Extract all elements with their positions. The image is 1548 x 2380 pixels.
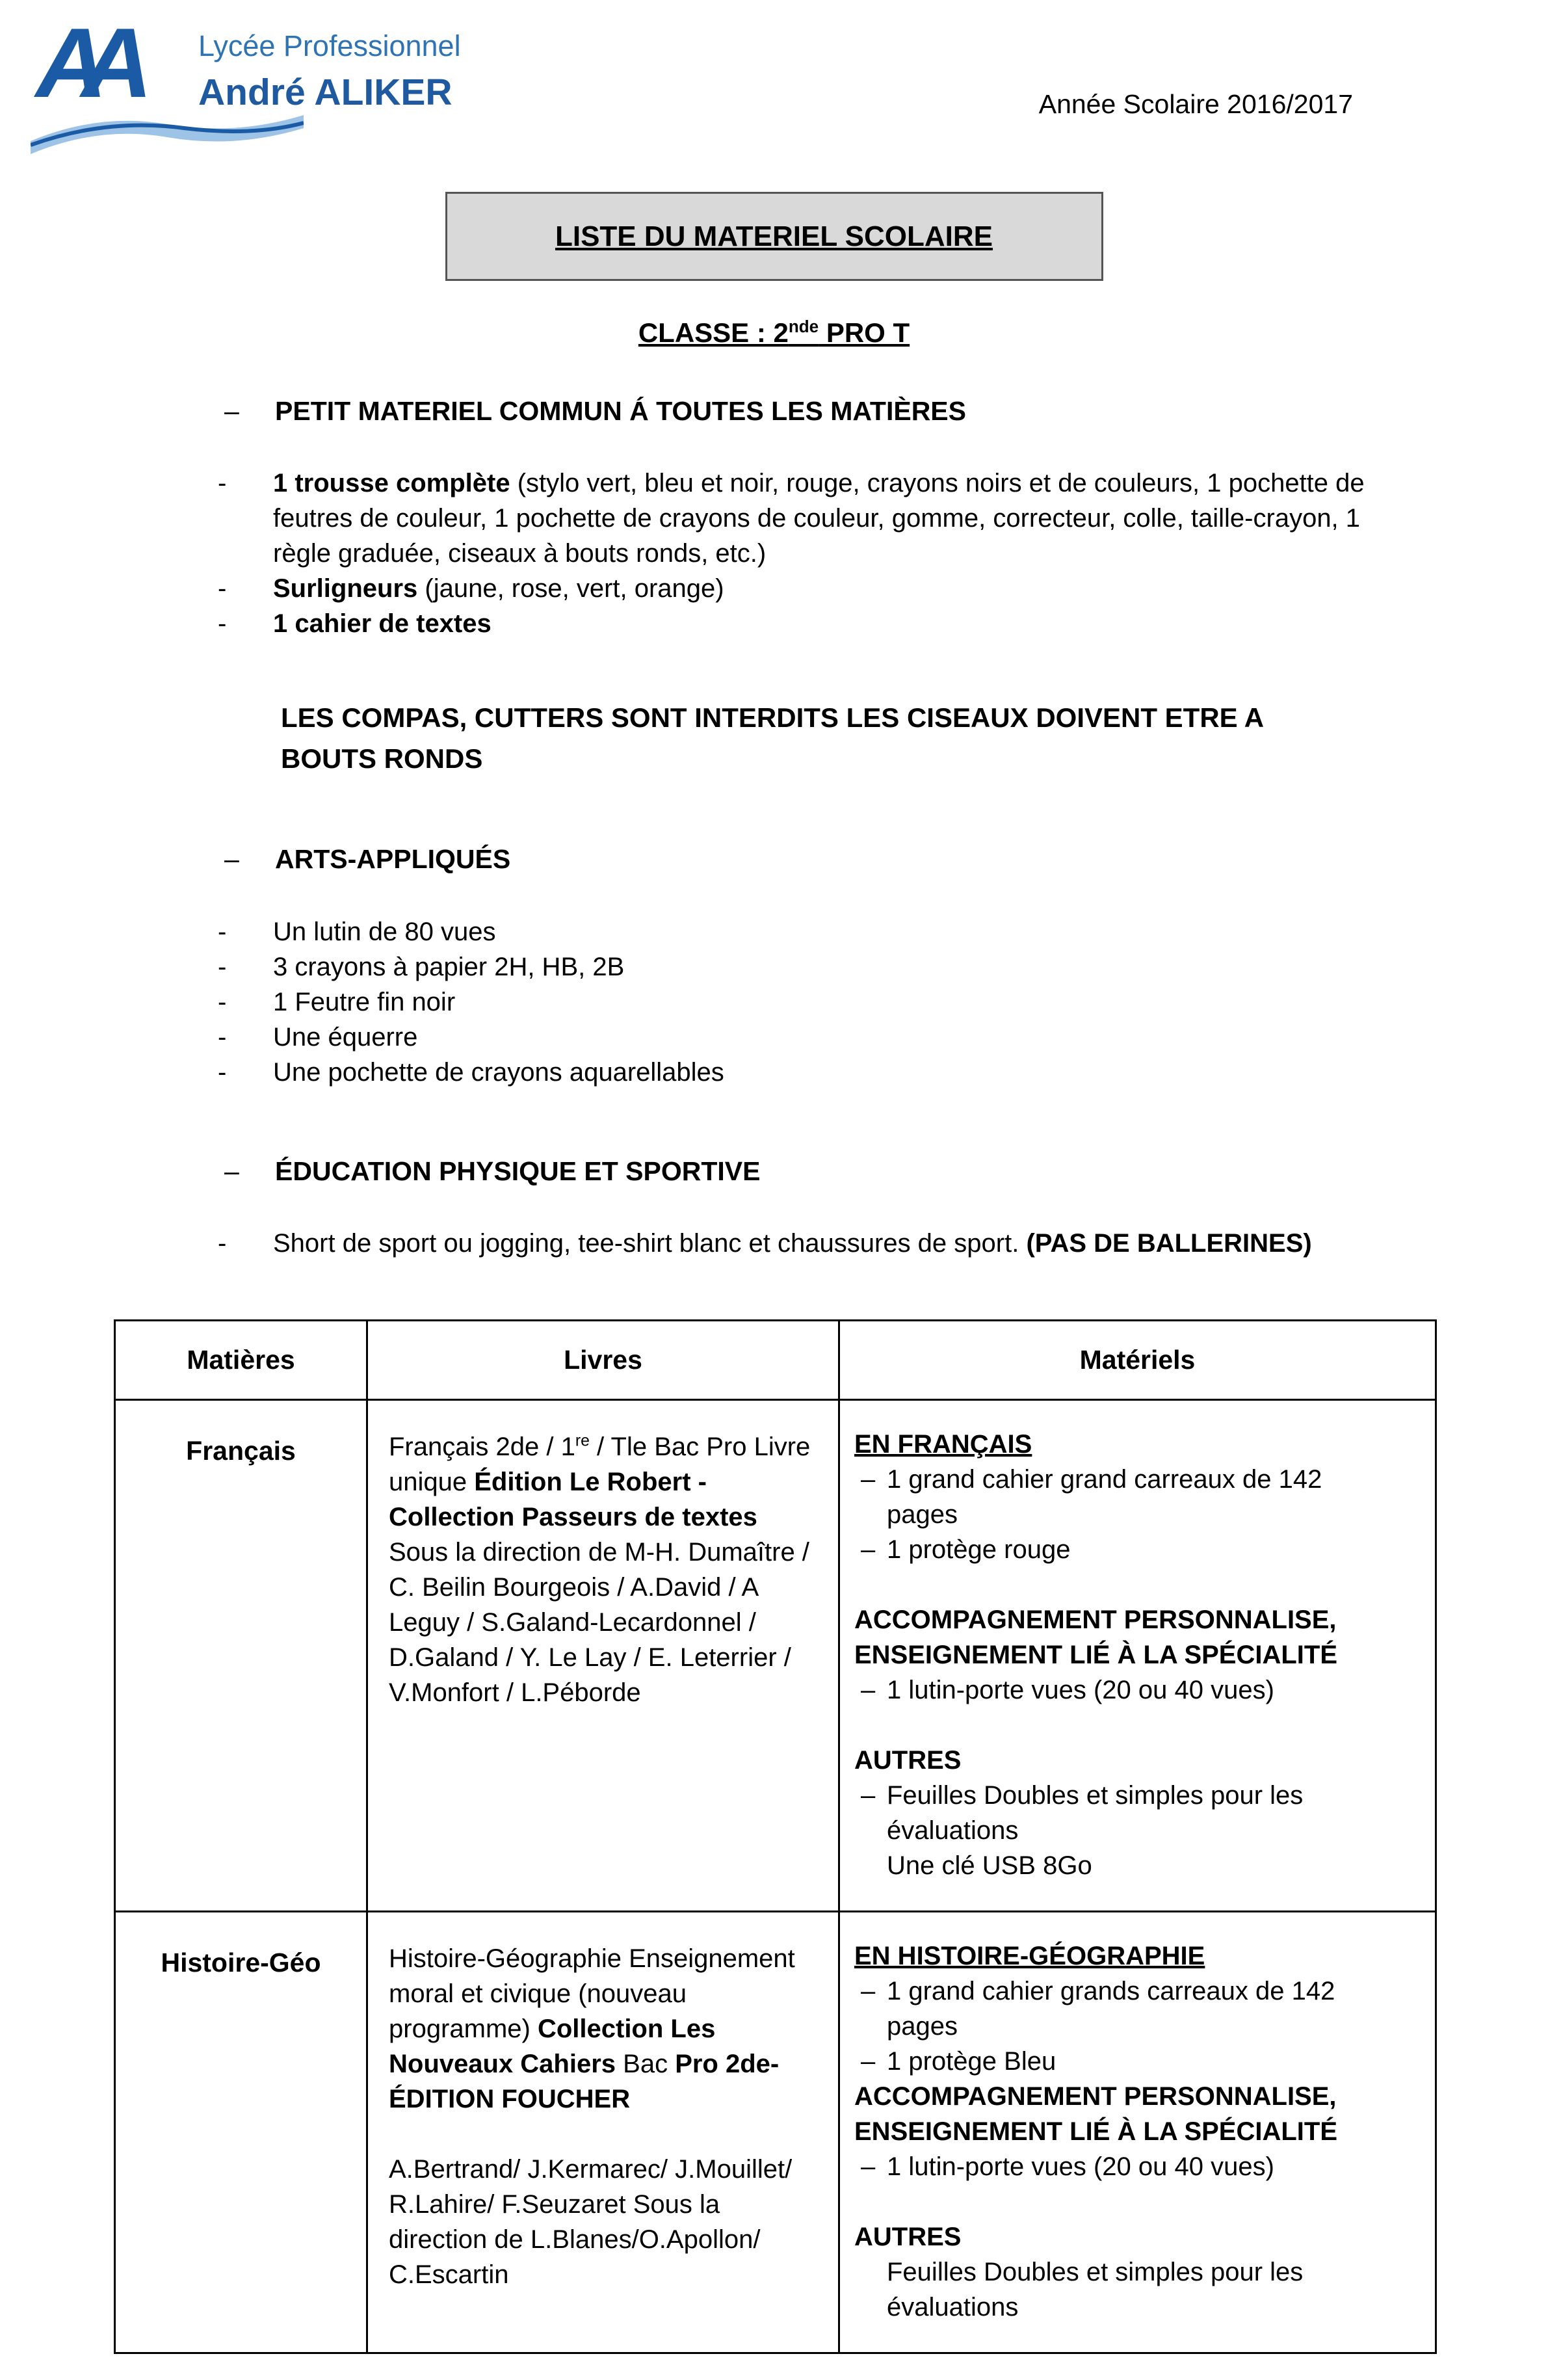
materials-item-text: 1 grand cahier grand carreaux de 142 pages bbox=[887, 1465, 1322, 1529]
section-heading-eps bbox=[224, 1154, 1548, 1189]
dash-marker: – bbox=[861, 1977, 876, 2006]
materials-heading: EN FRANÇAIS bbox=[854, 1430, 1032, 1459]
materials-item-text: Feuilles Doubles et simples pour les évaluations bbox=[887, 2258, 1304, 2322]
materials-item bbox=[861, 2044, 1396, 2079]
section-dash: – bbox=[224, 1156, 239, 1186]
item-text: Un lutin de 80 vues bbox=[273, 917, 496, 946]
item-dash: - bbox=[218, 469, 227, 498]
eps-items-list bbox=[0, 1226, 1548, 1261]
materials-item-text: Feuilles Doubles et simples pour les évaluations bbox=[887, 1781, 1304, 1845]
class-heading bbox=[0, 315, 1548, 352]
dash-marker: – bbox=[861, 1781, 876, 1810]
list-item bbox=[218, 985, 1385, 1020]
book-cell bbox=[367, 1400, 839, 1912]
arts-items-list bbox=[0, 914, 1548, 1090]
table-header-materiels: Matériels bbox=[839, 1321, 1436, 1400]
class-heading-text: CLASSE : 2nde PRO T bbox=[638, 317, 910, 349]
section-heading-arts bbox=[224, 841, 1548, 877]
materials-heading: ACCOMPAGNEMENT PERSONNALISE, ENSEIGNEMENT LIÉ À LA SPÉCIALITÉ bbox=[854, 1606, 1338, 1670]
list-item bbox=[218, 949, 1385, 985]
common-items-list bbox=[0, 466, 1548, 641]
document-title-box bbox=[445, 192, 1103, 281]
item-dash: - bbox=[218, 609, 227, 639]
section-heading-text: ARTS-APPLIQUÉS bbox=[275, 844, 511, 875]
subject-cell: Français bbox=[115, 1400, 367, 1912]
item-text: Une équerre bbox=[273, 1022, 418, 1051]
list-item bbox=[218, 571, 1385, 606]
book-superscript: re bbox=[575, 1433, 590, 1451]
list-item bbox=[218, 466, 1385, 571]
item-text: 1 trousse complète (stylo vert, bleu et noir, rouge, crayons noirs et de couleurs, 1 pochette de feutres de couleur, 1 pochette de crayons de couleur, gomme, correcteur, colle, taille-crayon, 1 règle graduée, ciseaux à bouts ronds, etc.) bbox=[273, 469, 1365, 568]
materials-item bbox=[861, 1778, 1396, 1848]
section-heading-text: PETIT MATERIEL COMMUN Á TOUTES LES MATIÈRES bbox=[275, 396, 966, 427]
item-text: Short de sport ou jogging, tee-shirt blanc et chaussures de sport. (PAS DE BALLERINES) bbox=[273, 1229, 1312, 1258]
logo-initials: AA bbox=[36, 8, 127, 118]
item-text: Une pochette de crayons aquarellables bbox=[273, 1057, 724, 1087]
list-item bbox=[218, 914, 1385, 949]
document-title: LISTE DU MATERIEL SCOLAIRE bbox=[555, 220, 993, 252]
item-dash: - bbox=[218, 917, 227, 946]
table-header-livres: Livres bbox=[367, 1321, 839, 1400]
book-description: Français 2de / 1re / Tle Bac Pro Livre unique Édition Le Robert - Collection Passeurs de textes Sous la direction de M-H. Dumaître / C. Beilin Bourgeois / A.David / A Leguy / S.Galand-Lecardonnel / D.Galand / Y. Le Lay / E. Leterrier / V.Monfort / L.Péborde bbox=[389, 1433, 811, 1708]
materials-item-text: Une clé USB 8Go bbox=[887, 1851, 1092, 1881]
logo-school-type: Lycée Professionnel bbox=[198, 29, 461, 62]
table-row-francais bbox=[115, 1400, 1436, 1912]
section-heading-text: ÉDUCATION PHYSIQUE ET SPORTIVE bbox=[275, 1156, 761, 1186]
dash-marker: – bbox=[861, 1535, 876, 1565]
item-text: 1 Feutre fin noir bbox=[273, 987, 456, 1016]
section-heading-common bbox=[224, 393, 1548, 429]
materials-item bbox=[861, 2149, 1396, 2184]
table-header-row bbox=[115, 1321, 1436, 1400]
dash-marker: – bbox=[861, 2047, 876, 2076]
dash-marker: – bbox=[861, 1465, 876, 1494]
materials-item-text: 1 grand cahier grands carreaux de 142 pages bbox=[887, 1977, 1335, 2041]
materials-item bbox=[861, 1462, 1396, 1532]
materials-item-text: 1 protège rouge bbox=[887, 1535, 1071, 1565]
item-dash: - bbox=[218, 1229, 227, 1258]
item-text: Surligneurs (jaune, rose, vert, orange) bbox=[273, 574, 724, 603]
logo-school-name: André ALIKER bbox=[198, 71, 453, 113]
school-year: Année Scolaire 2016/2017 bbox=[1038, 89, 1353, 119]
section-dash: – bbox=[224, 844, 239, 875]
dash-marker: – bbox=[861, 1676, 876, 1705]
materials-item-text: 1 lutin-porte vues (20 ou 40 vues) bbox=[887, 2152, 1274, 2182]
materials-cell bbox=[839, 1912, 1436, 2353]
item-text: 3 crayons à papier 2H, HB, 2B bbox=[273, 952, 625, 981]
item-dash: - bbox=[218, 987, 227, 1016]
materials-cell bbox=[839, 1400, 1436, 1912]
materials-item bbox=[861, 1974, 1396, 2044]
book-description: Histoire-Géographie Enseignement moral et civique (nouveau programme) Collection Les Nouveaux Cahiers Bac Pro 2de-ÉDITION FOUCHER bbox=[389, 1944, 795, 2114]
page-header bbox=[0, 8, 1548, 165]
item-dash: - bbox=[218, 1022, 227, 1051]
section-dash: – bbox=[224, 396, 239, 427]
materials-heading: ACCOMPAGNEMENT PERSONNALISE, ENSEIGNEMENT LIÉ À LA SPÉCIALITÉ bbox=[854, 2082, 1338, 2147]
item-dash: - bbox=[218, 1057, 227, 1087]
logo-wave-icon bbox=[31, 107, 304, 158]
item-dash: - bbox=[218, 574, 227, 603]
warning-text: LES COMPAS, CUTTERS SONT INTERDITS LES CISEAUX DOIVENT ETRE A BOUTS RONDS bbox=[281, 702, 1263, 774]
table-header-matieres: Matières bbox=[115, 1321, 367, 1400]
item-text: 1 cahier de textes bbox=[273, 609, 492, 639]
class-superscript: nde bbox=[788, 317, 819, 337]
materials-heading: AUTRES bbox=[854, 2223, 962, 2252]
table-row-histoire-geo bbox=[115, 1912, 1436, 2353]
list-item bbox=[218, 1055, 1385, 1090]
supplies-table bbox=[114, 1319, 1437, 2354]
logo-text bbox=[198, 27, 461, 118]
materials-heading: EN HISTOIRE-GÉOGRAPHIE bbox=[854, 1942, 1205, 1971]
materials-item bbox=[861, 1532, 1396, 1567]
book-cell bbox=[367, 1912, 839, 2353]
list-item bbox=[218, 1020, 1385, 1055]
school-logo bbox=[36, 8, 530, 165]
book-authors: A.Bertrand/ J.Kermarec/ J.Mouillet/ R.Lahire/ F.Seuzaret Sous la direction de L.Blanes/O.Apollon/ C.Escartin bbox=[389, 2155, 793, 2290]
materials-item bbox=[861, 1673, 1396, 1708]
item-dash: - bbox=[218, 952, 227, 981]
materials-heading: AUTRES bbox=[854, 1746, 962, 1775]
materials-item-text: 1 protège Bleu bbox=[887, 2047, 1056, 2076]
list-item bbox=[218, 606, 1385, 641]
materials-item-text: 1 lutin-porte vues (20 ou 40 vues) bbox=[887, 1676, 1274, 1705]
dash-marker: – bbox=[861, 2152, 876, 2182]
subject-cell: Histoire-Géo bbox=[115, 1912, 367, 2353]
list-item bbox=[218, 1226, 1385, 1261]
